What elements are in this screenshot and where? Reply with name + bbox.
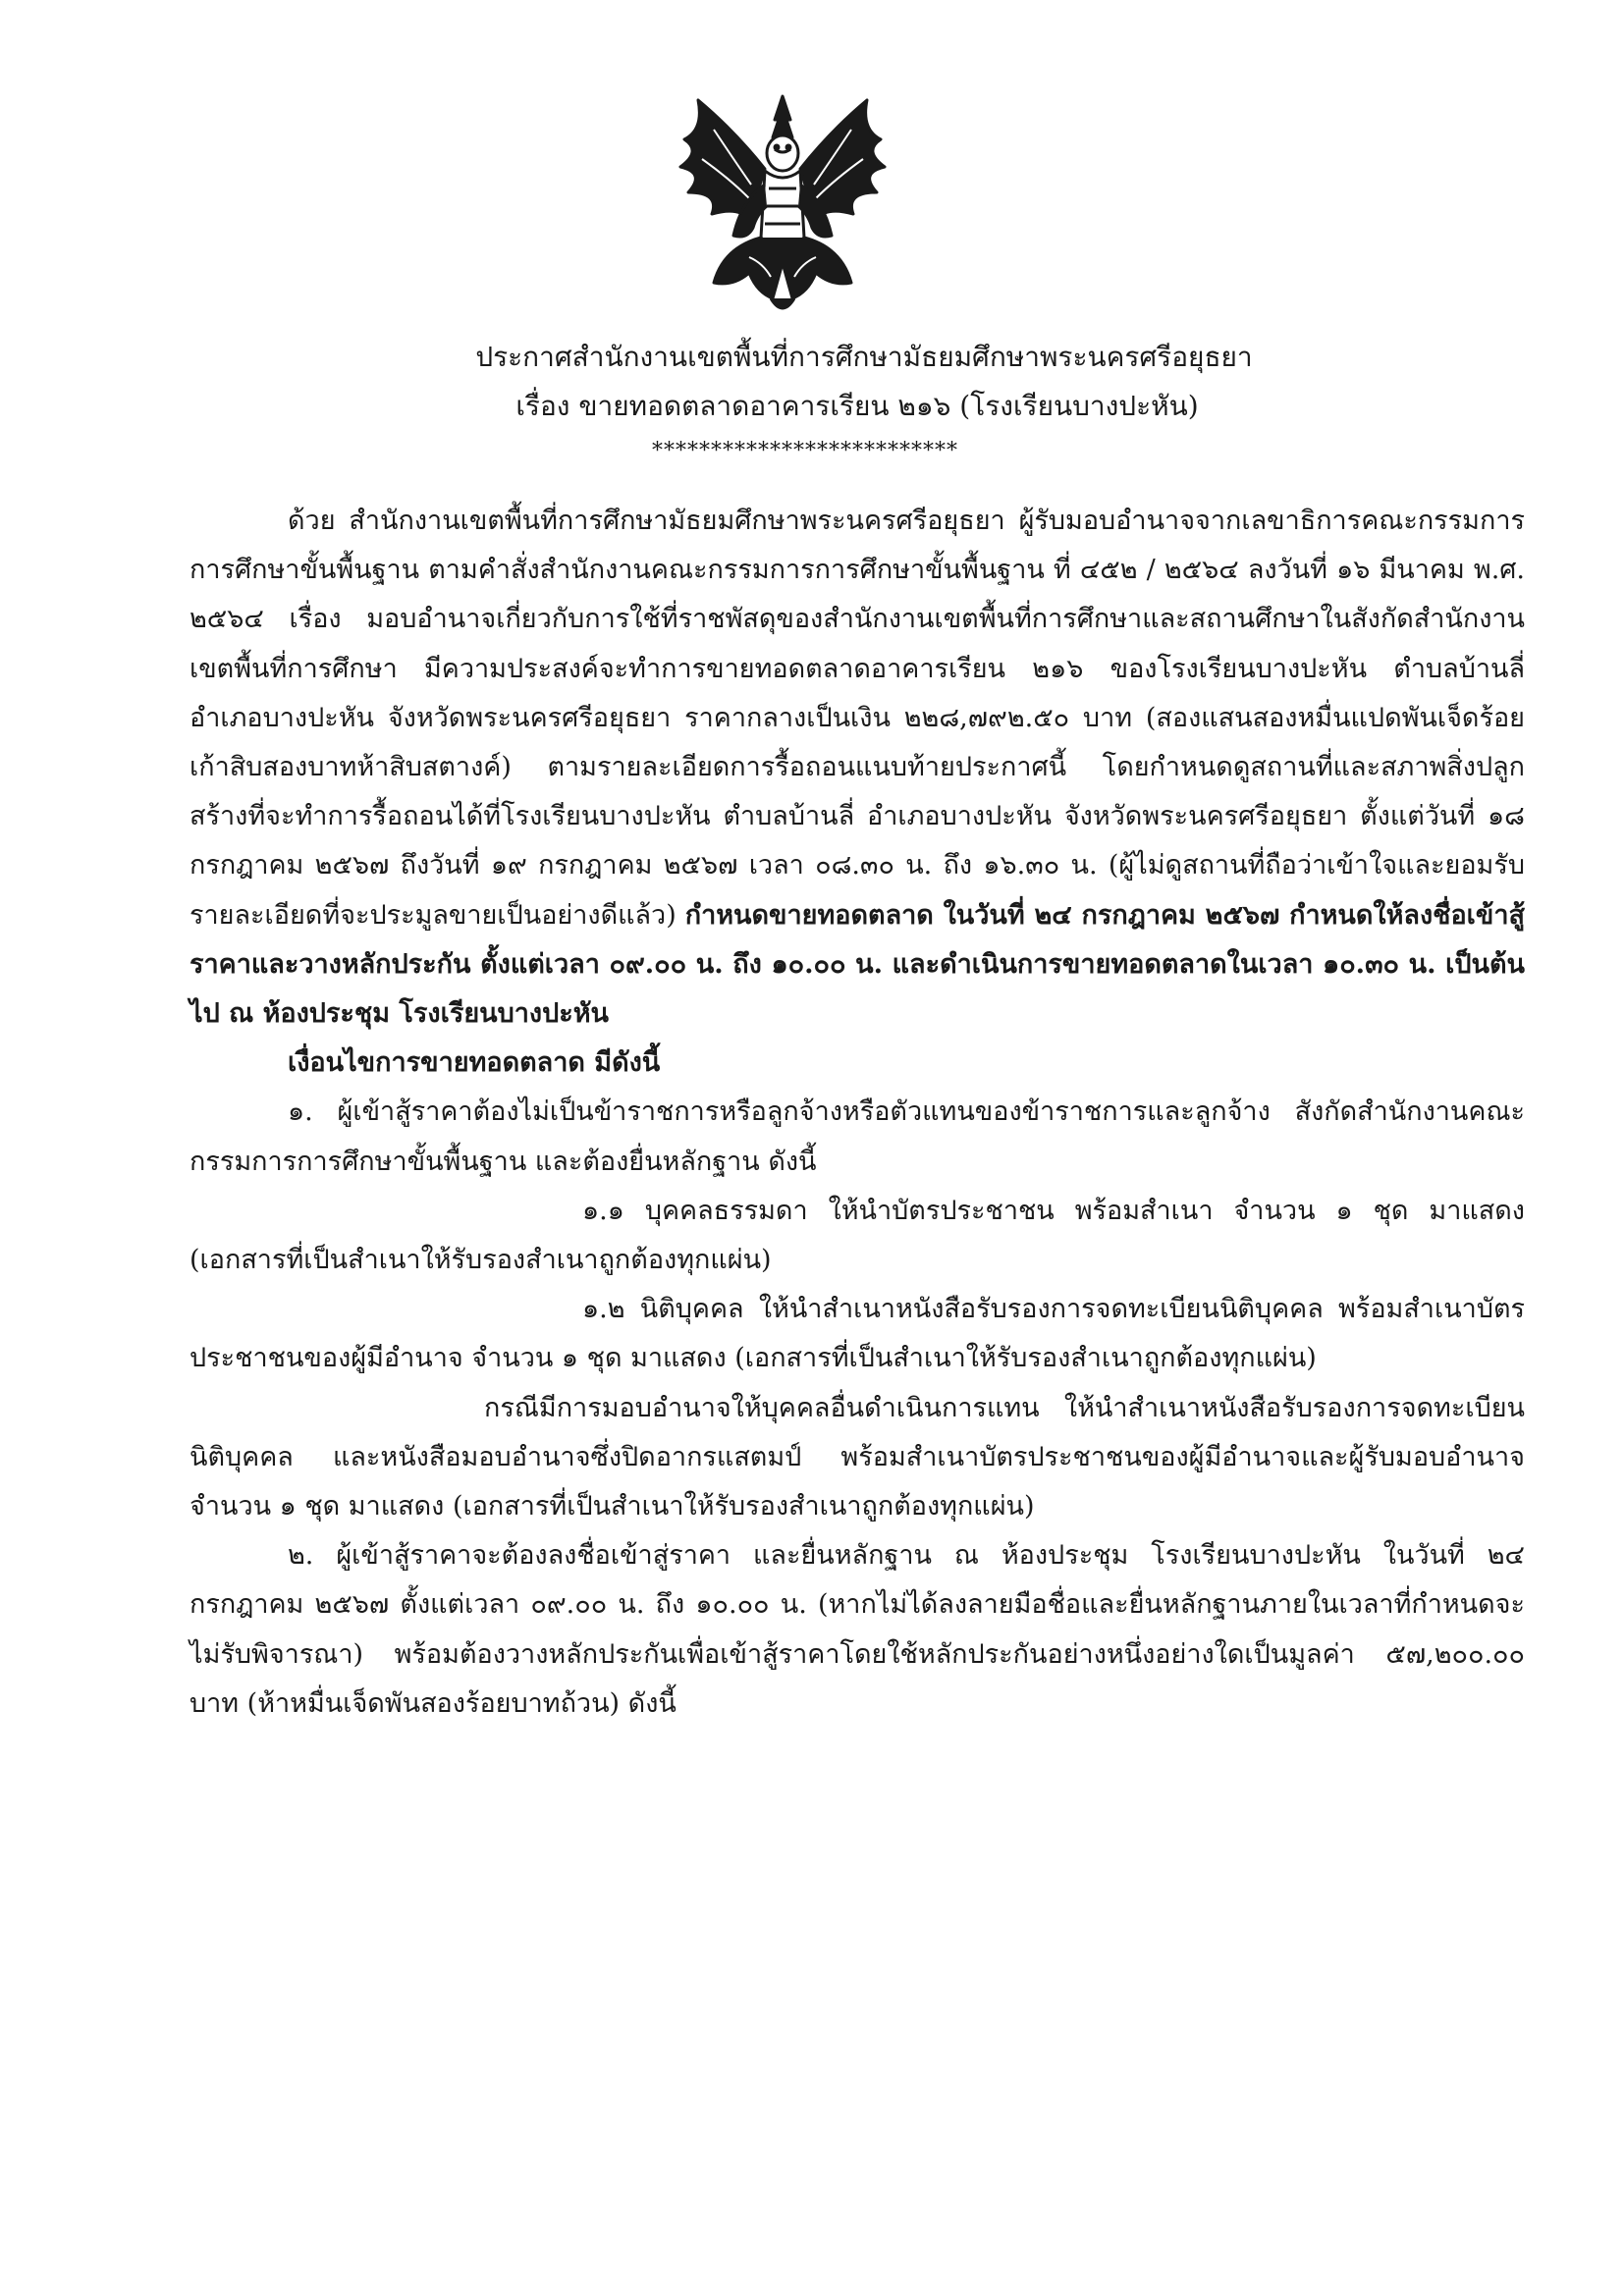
intro-text: ด้วย สำนักงานเขตพื้นที่การศึกษามัธยมศึกษาพระนครศรีอยุธยา ผู้รับมอบอำนาจจากเลขาธิการคณะกรรมการการศึกษาขั้นพื้นฐาน ตามคำสั่งสำนักงานคณะกรรมการการศึกษาขั้นพื้นฐาน ที่ ๔๕๒ / ๒๕๖๔ ลงวันที่ ๑๖ มีนาคม พ.ศ. ๒๕๖๔ เรื่อง มอบอำนาจเกี่ยวกับการใช้ที่ราชพัสดุของสำนักงานเขตพื้นที่การศึกษาและสถานศึกษาในสังกัดสำนักงานเขตพื้นที่การศึกษา มีความประสงค์จะทำการขายทอดตลาดอาคารเรียน ๒๑๖ ของโรงเรียนบางปะหัน ตำบลบ้านลี่ อำเภอบางปะหัน จังหวัดพระนครศรีอยุธยา ราคากลางเป็นเงิน ๒๒๘,๗๙๒.๕๐ บาท (สองแสนสองหมื่นแปดพันเจ็ดร้อยเก้าสิบสองบาทห้าสิบสตางค์) ตามรายละเอียดการรื้อถอนแนบท้ายประกาศนี้ โดยกำหนดดูสถานที่และสภาพสิ่งปลูกสร้างที่จะทำการรื้อถอนได้ที่โรงเรียนบางปะหัน ตำบลบ้านลี่ อำเภอบางปะหัน จังหวัดพระนครศรีอยุธยา ตั้งแต่วันที่ ๑๘ กรกฎาคม ๒๕๖๗ ถึงวันที่ ๑๙ กรกฎาคม ๒๕๖๗ เวลา ๐๘.๓๐ น. ถึง ๑๖.๓๐ น. (ผู้ไม่ดูสถานที่ถือว่าเข้าใจและยอมรับรายละเอียดที่จะประมูลขายเป็นอย่างดีแล้ว) xyxy=(189,506,1525,931)
condition-item-1-1: ๑.๑ บุคคลธรรมดา ให้นำบัตรประชาชน พร้อมสำเนา จำนวน ๑ ชุด มาแสดง (เอกสารที่เป็นสำเนาให้รับรองสำเนาถูกต้องทุกแผ่น) xyxy=(189,1195,1525,1276)
condition-item-1: ๑. ผู้เข้าสู้ราคาต้องไม่เป็นข้าราชการหรือลูกจ้างหรือตัวแทนของข้าราชการและลูกจ้าง สังกัดสำนักงานคณะกรรมการการศึกษาขั้นพื้นฐาน และต้องยื่นหลักฐาน ดังนี้ xyxy=(189,1096,1525,1177)
title-separator: ************************** xyxy=(652,439,958,463)
intro-paragraph xyxy=(189,497,1525,1039)
announcement-title: ประกาศสำนักงานเขตพื้นที่การศึกษามัธยมศึกษาพระนครศรีอยุธยา xyxy=(475,341,1253,373)
condition-item-1-3: กรณีมีการมอบอำนาจให้บุคคลอื่นดำเนินการแทน ให้นำสำเนาหนังสือรับรองการจดทะเบียนนิติบุคคล และหนังสือมอบอำนาจซึ่งปิดอากรแสตมป์ พร้อมสำเนาบัตรประชาชนของผู้มีอำนาจและผู้รับมอบอำนาจ จำนวน ๑ ชุด มาแสดง (เอกสารที่เป็นสำเนาให้รับรองสำเนาถูกต้องทุกแผ่น) xyxy=(189,1392,1525,1522)
announcement-body xyxy=(189,497,1525,1729)
condition-item-2: ๒. ผู้เข้าสู้ราคาจะต้องลงชื่อเข้าสู่ราคา และยื่นหลักฐาน ณ ห้องประชุม โรงเรียนบางปะหัน ในวันที่ ๒๔ กรกฎาคม ๒๕๖๗ ตั้งแต่เวลา ๐๙.๐๐ น. ถึง ๑๐.๐๐ น. (หากไม่ได้ลงลายมือชื่อและยื่นหลักฐานภายในเวลาที่กำหนดจะไม่รับพิจารณา) พร้อมต้องวางหลักประกันเพื่อเข้าสู้ราคาโดยใช้หลักประกันอย่างหนึ่งอย่างใดเป็นมูลค่า ๕๗,๒๐๐.๐๐ บาท (ห้าหมื่นเจ็ดพันสองร้อยบาทถ้วน) ดังนี้ xyxy=(189,1540,1525,1719)
auction-schedule-text: กำหนดขายทอดตลาด ในวันที่ ๒๔ กรกฎาคม ๒๕๖๗ กำหนดให้ลงชื่อเข้าสู้ราคาและวางหลักประกัน ตั้งแต่เวลา ๐๙.๐๐ น. ถึง ๑๐.๐๐ น. และดำเนินการขายทอดตลาดในเวลา ๑๐.๓๐ น. เป็นต้นไป ณ ห้องประชุม โรงเรียนบางปะหัน xyxy=(189,899,1525,1030)
conditions-heading: เงื่อนไขการขายทอดตลาด มีดังนี้ xyxy=(288,1047,661,1079)
announcement-subject: เรื่อง ขายทอดตลาดอาคารเรียน ๒๑๖ (โรงเรียนบางปะหัน) xyxy=(515,390,1199,422)
condition-item-1-2: ๑.๒ นิติบุคคล ให้นำสำเนาหนังสือรับรองการจดทะเบียนนิติบุคคล พร้อมสำเนาบัตรประชาชนของผู้มีอำนาจ จำนวน ๑ ชุด มาแสดง (เอกสารที่เป็นสำเนาให้รับรองสำเนาถูกต้องทุกแผ่น) xyxy=(189,1294,1525,1374)
garuda-emblem-icon xyxy=(655,90,910,322)
